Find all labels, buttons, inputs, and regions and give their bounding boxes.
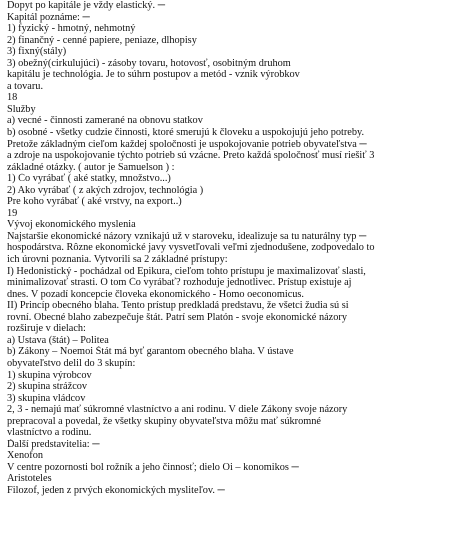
document-page <box>7 0 457 497</box>
text-line: 2, 3 - nemajú mať súkromné vlastníctvo a ani rodinu. V diele Zákony svoje názory <box>7 404 348 416</box>
page-number: 19 <box>7 207 18 219</box>
text-line: 3) obežný(cirkulujúci) - zásoby tovaru, hotovosť, osobitným druhom <box>7 57 291 69</box>
text-line: Filozof, jeden z prvých ekonomických mysliteľov. ─ <box>7 484 225 496</box>
section-heading: Vývoj ekonomického myslenia <box>7 219 136 231</box>
text-line: Pre koho vyrábať ( aké vrstvy, na export..) <box>7 196 182 208</box>
text-line: a tovaru. <box>7 80 44 92</box>
section-heading: Služby <box>7 103 36 115</box>
text-line: dnes. V pozadí koncepcie človeka ekonomického - Homo oeconomicus. <box>7 288 305 300</box>
text-line: 1) skupina výrobcov <box>7 369 92 381</box>
text-line: vlastníctvo a rodinu. <box>7 427 92 439</box>
text-line: 3) fixný(stály) <box>7 46 67 58</box>
text-line: Pretože základným cieľom každej spoločnosti je uspokojovanie potrieb obyvateľstva ─ <box>7 138 367 150</box>
page-number: 18 <box>7 92 18 104</box>
text-line: 3) skupina vládcov <box>7 392 86 404</box>
text-line: Aristoteles <box>7 473 52 485</box>
text-line: 1) fyzický - hmotný, nehmotný <box>7 23 136 35</box>
text-line: základné otázky. ( autor je Samuelson ) : <box>7 161 175 173</box>
text-line: 2) skupina strážcov <box>7 381 88 393</box>
text-line: Najstaršie ekonomické názory vznikajú už v staroveku, idealizuje sa tu naturálny typ ─ <box>7 230 367 242</box>
text-line: b) Zákony – Noemoi Štát má byť garantom obecného blaha. V ústave <box>7 346 294 358</box>
text-line: Kapitál poznáme: ─ <box>7 11 90 23</box>
text-line: Ďalší predstavitelia: ─ <box>7 438 100 450</box>
text-line: prepracoval a povedal, že všetky skupiny obyvateľstva môžu mať súkromné <box>7 415 321 427</box>
text-line: V centre pozornosti bol rožník a jeho činnosť; dielo Oi – konomikos ─ <box>7 461 299 473</box>
text-line: a) Ustava (štát) – Politea <box>7 334 109 346</box>
text-line: ich úrovni poznania. Vytvorili sa 2 základné prístupy: <box>7 254 228 266</box>
text-line: a zdroje na uspokojovanie týchto potrieb sú vzácne. Preto každá spoločnosť musí riešiť 3 <box>7 150 375 162</box>
text-line: 1) Čo vyrábať ( aké statky, množstvo...) <box>7 173 171 185</box>
text-line: 2) Ako vyrábať ( z akých zdrojov, technológia ) <box>7 184 204 196</box>
text-line: obyvateľstvo delil do 3 skupín: <box>7 357 136 369</box>
text-line: b) osobné - všetky cudzie činnosti, ktoré smerujú k človeku a uspokojujú jeho potreby. <box>7 127 365 139</box>
text-line: hospodárstva. Rôzne ekonomické javy vysvetľovali veľmi zjednodušene, zodpovedalo to <box>7 242 375 254</box>
text-line: minimalizovať strasti. O tom Čo vyrábať? rozhoduje jednotlivec. Prístup existuje aj <box>7 277 352 289</box>
text-line: rozširuje v dielach: <box>7 323 86 335</box>
text-line: II) Princíp obecného blaha. Tento prístup predkladá predstavu, že všetci žudia sú si <box>7 300 349 312</box>
text-line: a) vecné - činnosti zamerané na obnovu statkov <box>7 115 203 127</box>
text-line: 2) finančný - cenné papiere, peniaze, dlhopisy <box>7 34 197 46</box>
text-line: I) Hedonistický - pochádzal od Epikura, cieľom tohto prístupu je maximalizovať slasti, <box>7 265 366 277</box>
text-line: kapitálu je technológia. Je to súhrn postupov a metód - vznik výrobkov <box>7 69 300 81</box>
text-line: Xenofon <box>7 450 44 462</box>
text-line: rovní. Obecné blaho zabezpečuje štát. Patrí sem Platón - svoje ekonomické názory <box>7 311 347 323</box>
text-line: Dopyt po kapitále je vždy elastický. ─ <box>7 0 165 11</box>
